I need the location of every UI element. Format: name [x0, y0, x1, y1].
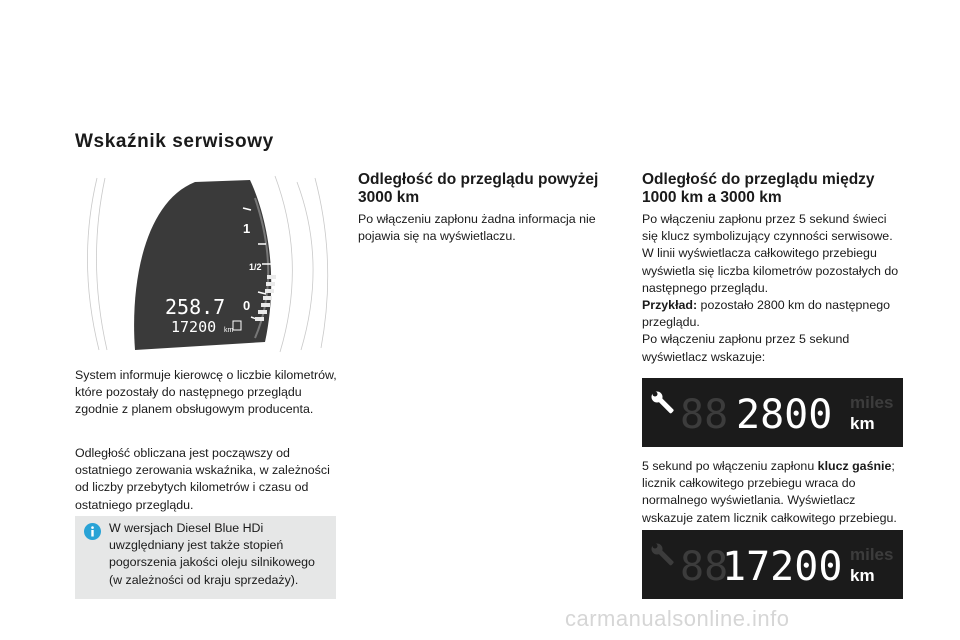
watermark: carmanualsonline.info: [565, 606, 790, 631]
page-title: Wskaźnik serwisowy: [75, 131, 274, 152]
wrench-icon: [652, 392, 675, 414]
display2-ghost-digits: 88: [680, 544, 729, 590]
description-paragraph-2: Odległość obliczana jest począwszy od ostatniego zerowania wskaźnika, w zależności od liczby przebytych kilometrów i czasu od ostatniego przeglądu.: [75, 446, 330, 512]
display2-ghost-unit: miles: [850, 545, 894, 564]
display1-ghost-unit: miles: [850, 393, 894, 412]
section-heading-1000-3000: Odległość do przeglądu między 1000 km a 3000 km: [642, 171, 875, 206]
display2-value: 17200: [722, 544, 843, 590]
example-label: Przykład:: [642, 298, 698, 313]
paragraph-4-bold: klucz gaśnie: [817, 459, 892, 473]
section-paragraph-4: [642, 458, 904, 527]
paragraph-4-text-a: 5 sekund po włączeniu zapłonu: [642, 459, 815, 473]
odometer-unit: km: [224, 327, 234, 334]
display2-unit: km: [850, 566, 875, 585]
trip-odometer: 258.7: [165, 295, 226, 319]
section-text-above-3000: Po włączeniu zapłonu żadna informacja nie pojawia się na wyświetlaczu.: [358, 212, 596, 244]
info-note-text: W wersjach Diesel Blue HDi uwzględniany jest także stopień pogorszenia jakości oleju silnikowego (w zależności od kraju sprzedaży).: [109, 521, 315, 587]
gauge-full-label: 1: [243, 221, 251, 236]
lcd-display-odometer: [642, 530, 903, 599]
total-odometer: 17200: [171, 318, 217, 336]
example-text: pozostało 2800 km do następnego przeglądu.: [642, 298, 890, 330]
gauge-half-label: 1/2: [249, 262, 262, 272]
section-paragraph-1: [642, 211, 904, 366]
lcd-display-service: [642, 378, 903, 447]
instrument-cluster-illustration: [75, 172, 336, 353]
paragraph-4-text-c: ; licznik całkowitego przebiegu wraca do normalnego wyświetlania. Wyświetlacz wskazuje zatem licznik całkowitego przebiegu.: [642, 459, 897, 525]
paragraph-1-text: Po włączeniu zapłonu przez 5 sekund świeci się klucz symbolizujący czynności serwisowe. W linii wyświetlacza całkowitego przebiegu wyświetla się liczba kilometrów pozostałych do następnego przeglądu.: [642, 212, 899, 295]
display1-ghost-digits: 88: [680, 392, 729, 438]
description-paragraph-1: System informuje kierowcę o liczbie kilometrów, które pozostały do następnego przeglądu zgodnie z planem obsługowym producenta.: [75, 368, 337, 417]
info-icon: [84, 523, 101, 540]
paragraph-3-text: Po włączeniu zapłonu przez 5 sekund wyświetlacz wskazuje:: [642, 332, 850, 364]
wrench-icon-inactive: [652, 544, 675, 566]
display1-unit: km: [850, 414, 875, 433]
gauge-empty-label: 0: [243, 298, 251, 313]
info-note: [75, 516, 336, 599]
section-heading-above-3000: Odległość do przeglądu powyżej 3000 km: [358, 171, 599, 206]
display1-value: 2800: [736, 392, 833, 438]
